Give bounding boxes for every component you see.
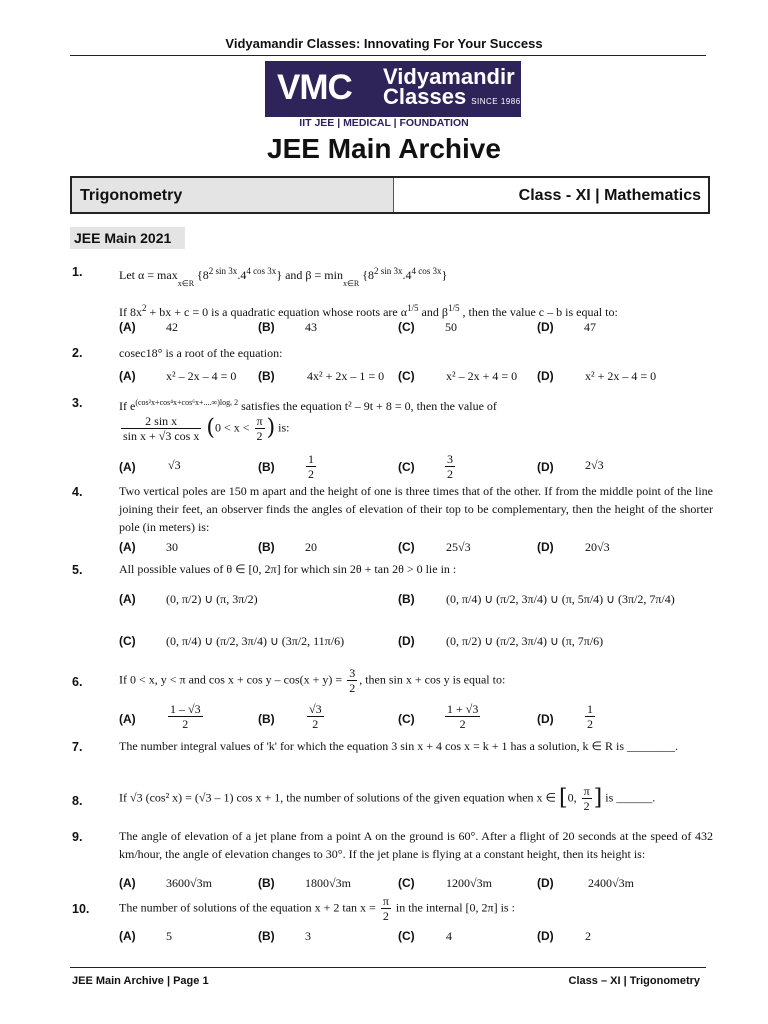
option-value: 4x² + 2x – 1 = 0 (307, 369, 385, 383)
option-value: 2√3 (585, 458, 604, 472)
option-value: 3 (305, 929, 311, 943)
option-label: (B) (258, 369, 275, 383)
option-label: (B) (398, 592, 415, 606)
option-label: (B) (258, 712, 275, 726)
option-value: 4 (446, 929, 452, 943)
option-label: (A) (119, 929, 136, 943)
option-value: 30 (166, 540, 178, 554)
topic-label: Trigonometry (72, 178, 394, 212)
option-value: 43 (305, 320, 317, 334)
question-number: 3. (72, 396, 83, 410)
expression-fraction: $\frac{\text{2 sin x}}{\text{sin x + √3 cos x}}$ (123, 414, 200, 443)
logo-tagline: IIT JEE | MEDICAL | FOUNDATION (299, 117, 469, 129)
logo-abbreviation: VMC (277, 68, 352, 107)
question-10-text: The number of solutions of the equation x + 2 tan x = $\frac{\pi}{2}$ in the internal [0, 2π] is : (119, 894, 515, 923)
header-divider (70, 55, 706, 56)
question-number: 4. (72, 485, 83, 499)
option-value: 2400√3m (588, 876, 634, 890)
option-label: (B) (258, 876, 275, 890)
option-label: (B) (258, 460, 275, 474)
option-label: (A) (119, 592, 136, 606)
option-value: $\frac{1}{2}$ (587, 702, 593, 731)
document-title: JEE Main Archive (267, 133, 501, 164)
question-9-text: The angle of elevation of a jet plane from a point A on the ground is 60°. After a flight of 20 seconds at the speed of 432 km/hour, the angle of elevation changes to 30°. If the jet plane is flying at a constant height, then its height is: (119, 829, 713, 861)
option-value: $\frac{3}{2}$ (447, 452, 453, 481)
option-value: (0, π/4) ∪ (π/2, 3π/4) ∪ (π, 5π/4) ∪ (3π/2, 7π/4) (446, 592, 675, 606)
option-label: (D) (398, 634, 415, 648)
option-value: x² + 2x – 4 = 0 (585, 369, 657, 383)
option-label: (D) (537, 929, 554, 943)
option-value: (0, π/2) ∪ (π, 3π/2) (166, 592, 258, 606)
option-value: 20 (305, 540, 317, 554)
option-value: x² – 2x + 4 = 0 (446, 369, 518, 383)
class-label: Class - XI | Mathematics (518, 187, 701, 204)
option-value: 2 (585, 929, 591, 943)
question-number: 7. (72, 740, 83, 754)
option-label: (D) (537, 712, 554, 726)
option-label: (D) (537, 876, 554, 890)
option-label: (D) (537, 320, 554, 334)
option-label: (A) (119, 460, 136, 474)
question-number: 1. (72, 265, 83, 279)
option-label: (A) (119, 320, 136, 334)
question-number: 5. (72, 563, 83, 577)
question-3-line1: If $e^{(cos^2x+cos^4x+cos^6x+....\infty)log_e 2}$ satisfies the equation t² – 9t + 8 = 0, then the value of (119, 398, 497, 413)
footer-page-label: JEE Main Archive | Page 1 (72, 975, 209, 987)
question-7-text: The number integral values of 'k' for which the equation 3 sin x + 4 cos x = k + 1 has a solution, k ∈ R is ________. (119, 739, 678, 753)
question-2-text: cosec18° is a root of the equation: (119, 346, 283, 360)
option-value: √3 (168, 458, 181, 472)
option-label: (A) (119, 540, 136, 554)
question-6-text: If 0 < x, y < π and cos x + cos y – cos(x + y) = $\frac{3}{2}$ , then sin x + cos y is equal to: (119, 666, 506, 695)
logo-since: SINCE 1986 (471, 97, 521, 106)
logo-name-line2: Classes (383, 84, 467, 109)
option-value: 3600√3m (166, 876, 212, 890)
option-label: (D) (537, 460, 554, 474)
option-value: 1200√3m (446, 876, 492, 890)
option-value: 47 (584, 320, 596, 334)
option-value: 1800√3m (305, 876, 351, 890)
option-value: $\frac{1 - √3}{2}$ (170, 702, 201, 731)
section-heading: JEE Main 2021 (70, 227, 185, 249)
option-value: 25√3 (446, 540, 471, 554)
option-value: (0, π/4) ∪ (π/2, 3π/4) ∪ (3π/2, 11π/6) (166, 634, 345, 648)
question-4-text: Two vertical poles are 150 m apart and the height of one is three times that of the other. If from the middle point of the line joining their feet, an observer finds the angles of elevation of their top to be complementary, then the height of the shorter pole (in meters) is: (119, 484, 713, 534)
option-label: (D) (537, 540, 554, 554)
option-value: (0, π/2) ∪ (π/2, 3π/4) ∪ (π, 7π/6) (446, 634, 604, 648)
option-label: (C) (398, 540, 415, 554)
question-5-text: All possible values of θ ∈ [0, 2π] for which sin 2θ + tan 2θ > 0 lie in : (119, 562, 457, 576)
option-label: (A) (119, 876, 136, 890)
question-number: 2. (72, 346, 83, 360)
option-label: (B) (258, 929, 275, 943)
option-label: (C) (398, 712, 415, 726)
vmc-logo (265, 61, 521, 117)
option-label: (A) (119, 712, 136, 726)
option-value: 5 (166, 929, 172, 943)
option-value: $\frac{1}{2}$ (308, 452, 314, 481)
option-value: 50 (445, 320, 457, 334)
option-label: (A) (119, 369, 136, 383)
option-value: $\frac{√3}{2}$ (309, 702, 322, 731)
option-value: 20√3 (585, 540, 610, 554)
option-value: 42 (166, 320, 178, 334)
logo-name-line1: Vidyamandir (383, 64, 515, 89)
option-label: (C) (119, 634, 136, 648)
option-label: (C) (398, 320, 415, 334)
question-number: 10. (72, 902, 90, 916)
option-label: (B) (258, 540, 275, 554)
subject-banner (70, 176, 710, 214)
option-label: (C) (398, 460, 415, 474)
question-number: 8. (72, 794, 83, 808)
option-value: $\frac{1 + √3}{2}$ (447, 702, 479, 731)
option-label: (B) (258, 320, 275, 334)
question-number: 6. (72, 675, 83, 689)
question-3-line2: $\frac{\text{2 sin x}}{\text{sin x + √3 cos x}}$ (0 < x < $\frac{\pi}{2}$ ) is: (123, 414, 290, 443)
option-value: x² – 2x – 4 = 0 (166, 369, 237, 383)
question-1-line1: Let $\alpha = \max_{x\in R} \{8^{2 sin 3x}.4^{4 cos 3x}\}$ and $\beta = \min_{x\in R} \{8^{2 sin 3x}.4^{4 cos 3x}\}$ (119, 266, 448, 288)
question-1-line2: If $8x^2$ + bx + c = 0 is a quadratic equation whose roots are $\alpha^{1/5}$ and $\beta^{1/5}$ , then the value c – b is equal to: (119, 303, 618, 319)
option-label: (C) (398, 369, 415, 383)
option-label: (D) (537, 369, 554, 383)
question-number: 9. (72, 830, 83, 844)
footer-topic-label: Class – XI | Trigonometry (568, 975, 700, 987)
logo-name (383, 64, 521, 112)
option-label: (C) (398, 929, 415, 943)
option-label: (C) (398, 876, 415, 890)
question-8-text: If √3 (cos² x) = (√3 – 1) cos x + 1, the number of solutions of the given equation when x ∈ [0, $\frac{\pi}{2}$ ] is ______. (119, 784, 656, 813)
footer-divider (70, 967, 706, 968)
page-header-title: Vidyamandir Classes: Innovating For Your Success (225, 36, 543, 51)
